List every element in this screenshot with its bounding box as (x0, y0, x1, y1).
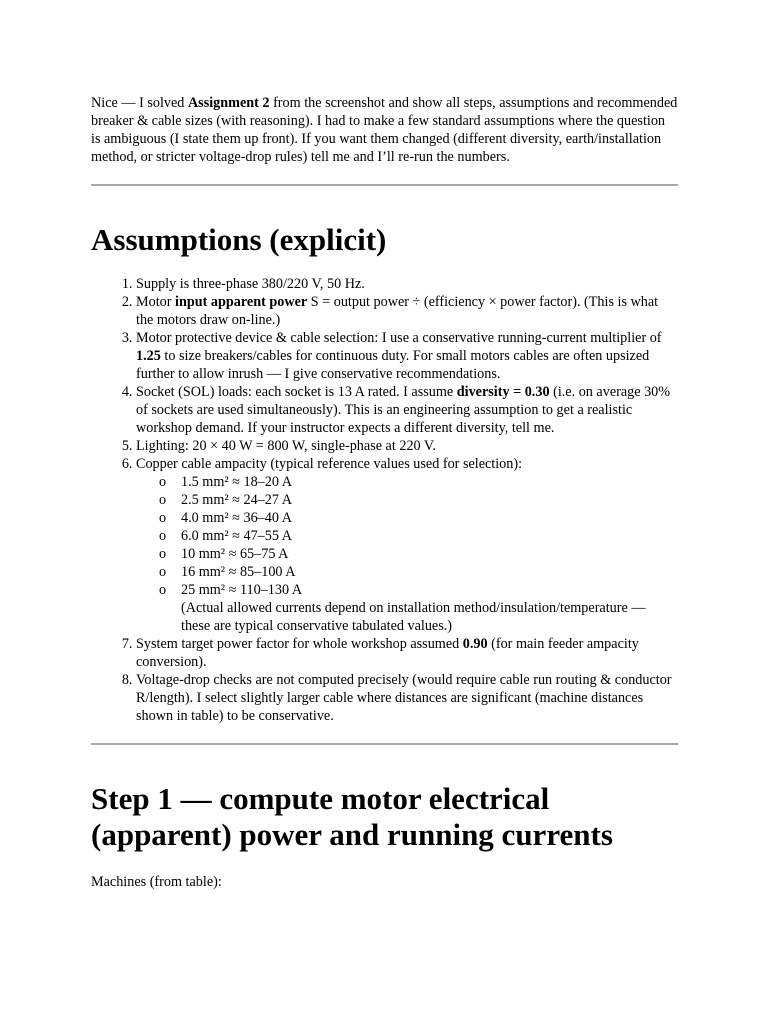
intro-text-end: from the screenshot and show all steps, assumptions and recommended breaker & cable sizes (with reasoning). I had to make a few standard assumptions where the question is ambiguous (I state them up front). If you want them changed (different diversity, earth/installation method, or stricter voltage-drop rules) tell me and I’ll re-run the numbers. (91, 95, 678, 165)
ampacity-text: 25 mm² ≈ 110–130 A (181, 582, 303, 598)
step1-text: Machines (from table): (91, 874, 222, 890)
assumption-text: Socket (SOL) loads: each socket is 13 A rated. I assume (136, 384, 457, 400)
assumption-text: Copper cable ampacity (typical reference values used for selection): (136, 456, 523, 472)
assumption-item (136, 293, 678, 329)
assumption-text: Lighting: 20 × 40 W = 800 W, single-phase at 220 V. (136, 438, 436, 454)
intro-assignment-bold: Assignment 2 (187, 95, 270, 111)
assumption-text: Voltage-drop checks are not computed precisely (would require cable run routing & conductor R/length). I select slightly larger cable where distances are significant (machine distances shown in table) to be conservative. (136, 672, 672, 724)
assumption-text: System target power factor for whole workshop assumed (136, 636, 463, 652)
assumptions-list (91, 275, 678, 725)
assumption-text: Motor protective device & cable selection: I use a conservative running-current multiplier of (136, 330, 662, 346)
ampacity-text: 2.5 mm² ≈ 24–27 A (181, 492, 292, 508)
bullet-marker: o (159, 564, 167, 580)
ampacity-note: (Actual allowed currents depend on installation method/insulation/temperature — these are typical conservative tabulated values.) (181, 600, 646, 634)
ampacity-text: 10 mm² ≈ 65–75 A (181, 546, 289, 562)
assumption-item (136, 437, 678, 455)
assumption-bold: input apparent power (175, 294, 308, 310)
ampacity-item (159, 473, 678, 491)
assumptions-heading: Assumptions (explicit) (91, 222, 387, 257)
assumption-item (136, 635, 678, 671)
assumption-text: Supply is three-phase 380/220 V, 50 Hz. (136, 276, 365, 292)
assumption-item (136, 329, 678, 383)
assumption-text: to size breakers/cables for continuous duty. For small motors cables are often upsized further to allow inrush — I give conservative recommendations. (136, 348, 650, 382)
ampacity-item (159, 491, 678, 509)
ampacity-item (159, 581, 678, 599)
bullet-marker: o (159, 528, 167, 544)
intro-paragraph (91, 94, 678, 166)
bullet-marker: o (159, 546, 167, 562)
assumption-text: Motor (136, 294, 176, 310)
ampacity-item (159, 509, 678, 527)
bullet-marker: o (159, 492, 167, 508)
assumption-text: (for main feeder ampacity conversion). (136, 636, 639, 670)
ampacity-text: 6.0 mm² ≈ 47–55 A (181, 528, 292, 544)
assumption-item (136, 671, 678, 725)
assumption-item (136, 383, 678, 437)
ampacity-text: 4.0 mm² ≈ 36–40 A (181, 510, 292, 526)
assumption-text: (i.e. on average 30% of sockets are used simultaneously). This is an engineering assumption to get a realistic workshop demand. If your instructor expects a different diversity, tell me. (136, 384, 671, 436)
assumption-item (136, 455, 678, 635)
step1-heading: Step 1 — compute motor electrical (apparent) power and running currents (91, 781, 613, 852)
assumption-bold: 0.90 (462, 636, 488, 652)
assumption-bold: 1.25 (136, 348, 161, 364)
ampacity-item (159, 563, 678, 581)
bullet-marker: o (159, 510, 167, 526)
ampacity-text: 1.5 mm² ≈ 18–20 A (181, 474, 292, 490)
assumption-bold: diversity = 0.30 (456, 384, 550, 400)
bullet-marker: o (159, 474, 167, 490)
assumption-text: S = output power ÷ (efficiency × power factor). (This is what the motors draw on-line.) (136, 294, 659, 328)
cable-ampacity-list (136, 473, 678, 599)
ampacity-item (159, 527, 678, 545)
ampacity-item (159, 545, 678, 563)
intro-text-start: Nice — I solved (91, 95, 188, 111)
section-divider (91, 743, 678, 745)
assumption-item (136, 275, 678, 293)
section-divider (91, 184, 678, 186)
ampacity-text: 16 mm² ≈ 85–100 A (181, 564, 296, 580)
bullet-marker: o (159, 582, 167, 598)
